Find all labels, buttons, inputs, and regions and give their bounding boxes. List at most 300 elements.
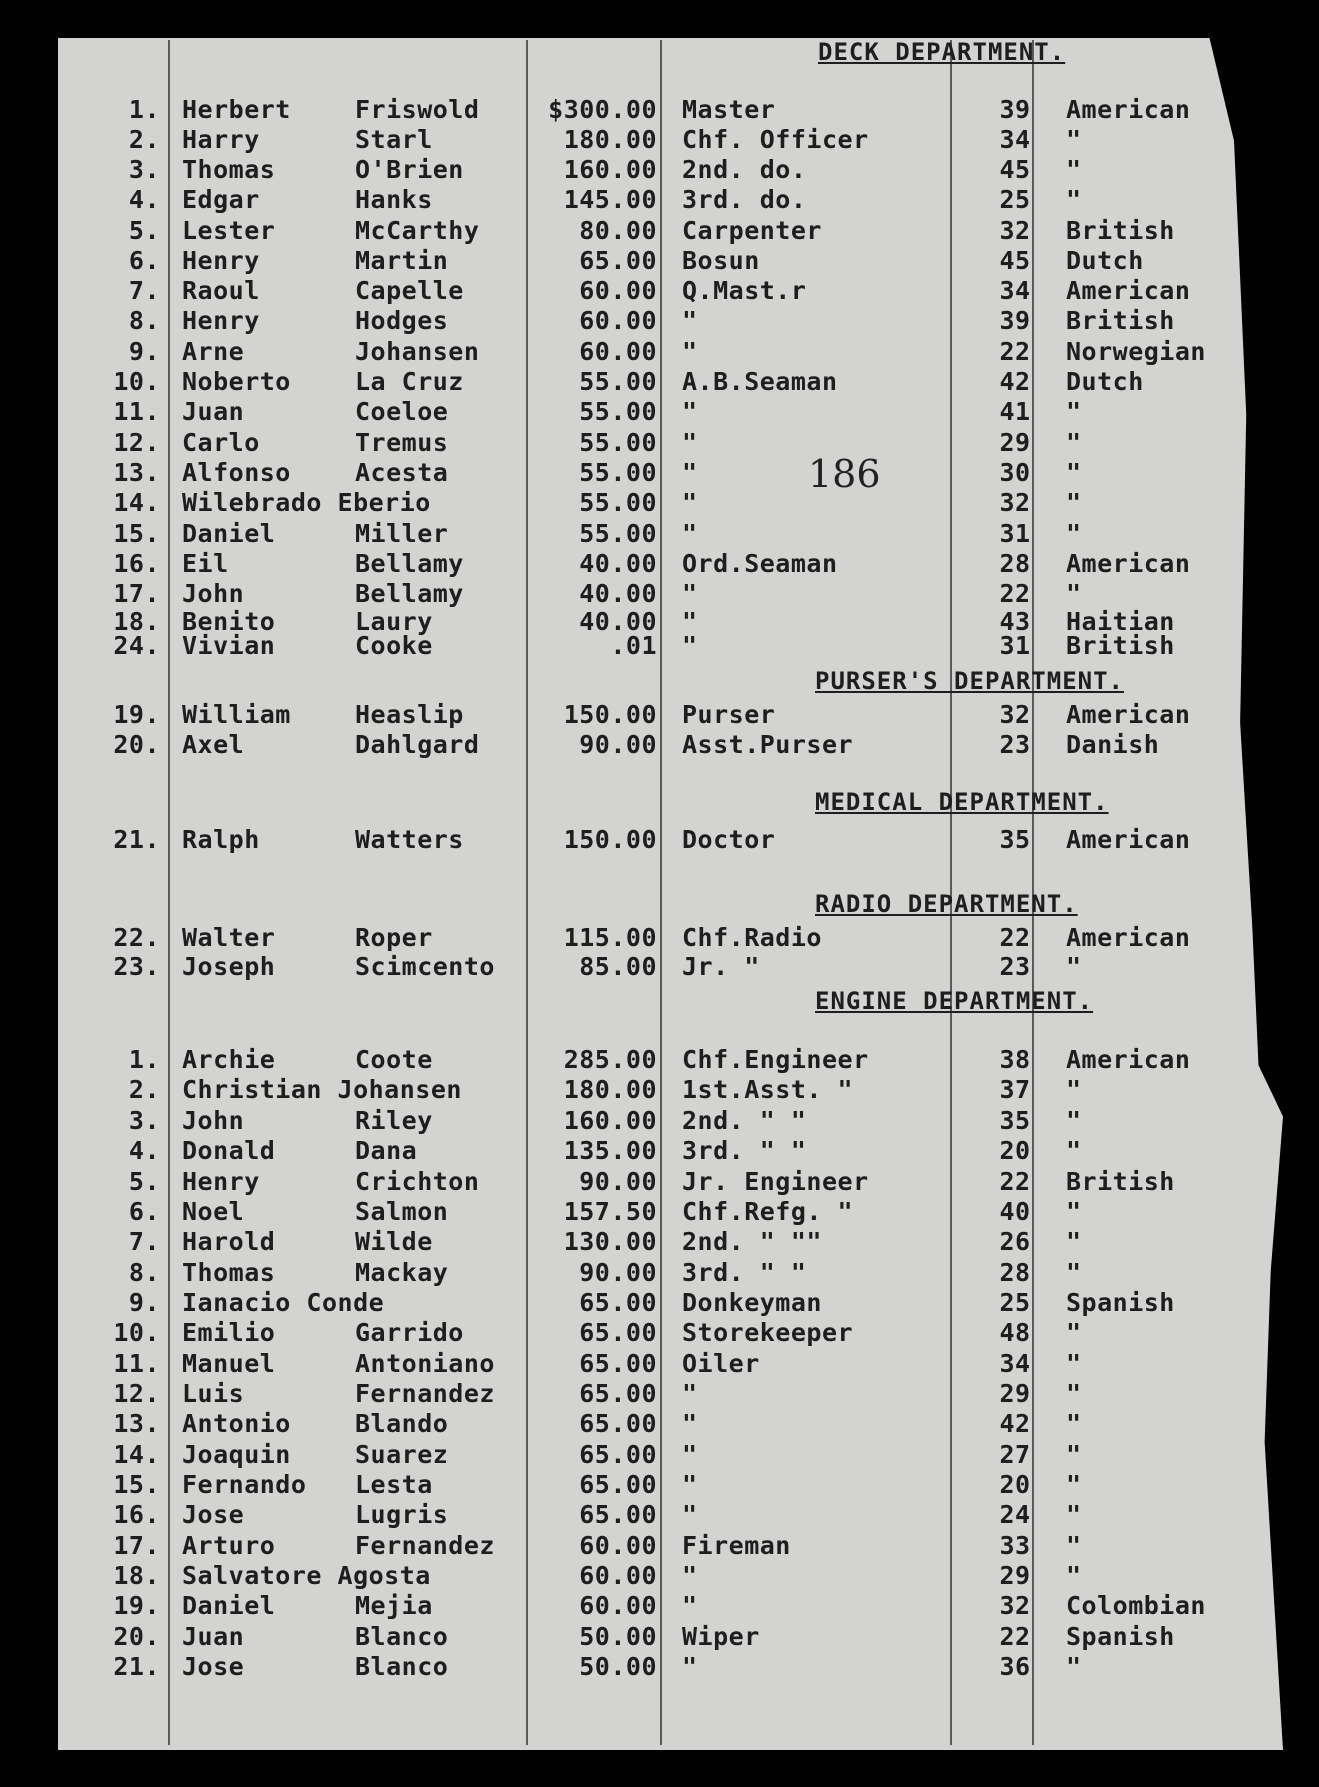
age: 40	[999, 1197, 1031, 1226]
rating: Chf.Engineer	[682, 1045, 869, 1074]
crew-row	[0, 1258, 1319, 1288]
rating: "	[682, 337, 698, 366]
rating: Wiper	[682, 1622, 760, 1651]
age: 30	[999, 458, 1031, 487]
monthly-wage: 65.00	[579, 1349, 657, 1378]
first-name: Ianacio Conde	[182, 1288, 385, 1317]
nationality: "	[1066, 579, 1082, 608]
crew-row	[0, 367, 1319, 397]
crew-row	[0, 428, 1319, 458]
nationality: Spanish	[1066, 1288, 1175, 1317]
rating: "	[682, 1561, 698, 1590]
nationality: Danish	[1066, 730, 1160, 759]
crew-row	[0, 246, 1319, 276]
age: 43	[999, 607, 1031, 636]
age: 48	[999, 1318, 1031, 1347]
monthly-wage: 55.00	[579, 428, 657, 457]
first-name: William	[182, 700, 291, 729]
first-name: Christian Johansen	[182, 1075, 462, 1104]
rating: "	[682, 428, 698, 457]
age: 29	[999, 1561, 1031, 1590]
last-name: Fernandez	[355, 1379, 495, 1408]
crew-row	[0, 1288, 1319, 1318]
age: 35	[999, 1106, 1031, 1135]
last-name: Starl	[355, 125, 433, 154]
first-name: Manuel	[182, 1349, 276, 1378]
crew-number: 13.	[113, 458, 160, 487]
first-name: Fernando	[182, 1470, 307, 1499]
nationality: "	[1066, 155, 1082, 184]
rating: 3rd. do.	[682, 185, 807, 214]
crew-row	[0, 155, 1319, 185]
rating: "	[682, 1440, 698, 1469]
age: 29	[999, 1379, 1031, 1408]
first-name: Henry	[182, 1167, 260, 1196]
rating: 2nd. " "	[682, 1106, 807, 1135]
monthly-wage: 160.00	[563, 1106, 657, 1135]
rating: Purser	[682, 700, 776, 729]
crew-row	[0, 730, 1319, 760]
department-heading	[0, 37, 1319, 67]
last-name: McCarthy	[355, 216, 480, 245]
monthly-wage: 60.00	[579, 1531, 657, 1560]
monthly-wage: 40.00	[579, 607, 657, 636]
crew-number: 16.	[113, 1500, 160, 1529]
age: 45	[999, 246, 1031, 275]
nationality: "	[1066, 1561, 1082, 1590]
monthly-wage: 130.00	[563, 1227, 657, 1256]
crew-number: 19.	[113, 1591, 160, 1620]
department-heading	[0, 787, 1319, 817]
nationality: "	[1066, 397, 1082, 426]
age: 32	[999, 1591, 1031, 1620]
first-name: Vivian	[182, 631, 276, 660]
first-name: Salvatore Agosta	[182, 1561, 431, 1590]
crew-row	[0, 306, 1319, 336]
crew-number: 4.	[128, 1136, 160, 1165]
crew-row	[0, 825, 1319, 855]
crew-number: 20.	[113, 1622, 160, 1651]
age: 34	[999, 125, 1031, 154]
rating: "	[682, 607, 698, 636]
last-name: Coote	[355, 1045, 433, 1074]
rating: "	[682, 1409, 698, 1438]
crew-number: 1.	[128, 95, 160, 124]
crew-row	[0, 952, 1319, 982]
nationality: "	[1066, 1197, 1082, 1226]
age: 25	[999, 185, 1031, 214]
first-name: Jose	[182, 1500, 245, 1529]
first-name: Carlo	[182, 428, 260, 457]
first-name: Lester	[182, 216, 276, 245]
crew-number: 8.	[128, 306, 160, 335]
age: 20	[999, 1136, 1031, 1165]
crew-number: 18.	[113, 1561, 160, 1590]
nationality: Haitian	[1066, 607, 1175, 636]
nationality: British	[1066, 306, 1175, 335]
first-name: Juan	[182, 1622, 245, 1651]
nationality: British	[1066, 1167, 1175, 1196]
age: 20	[999, 1470, 1031, 1499]
rating: Ord.Seaman	[682, 549, 838, 578]
crew-row	[0, 216, 1319, 246]
nationality: British	[1066, 216, 1175, 245]
rating: 2nd. do.	[682, 155, 807, 184]
crew-number: 11.	[113, 397, 160, 426]
monthly-wage: 50.00	[579, 1652, 657, 1681]
last-name: Riley	[355, 1106, 433, 1135]
first-name: Daniel	[182, 1591, 276, 1620]
monthly-wage: 60.00	[579, 306, 657, 335]
first-name: Joaquin	[182, 1440, 291, 1469]
age: 29	[999, 428, 1031, 457]
nationality: "	[1066, 952, 1082, 981]
rating: 1st.Asst. "	[682, 1075, 854, 1104]
last-name: Blanco	[355, 1622, 449, 1651]
first-name: Archie	[182, 1045, 276, 1074]
age: 42	[999, 367, 1031, 396]
crew-row	[0, 125, 1319, 155]
age: 32	[999, 700, 1031, 729]
last-name: Wilde	[355, 1227, 433, 1256]
monthly-wage: 55.00	[579, 519, 657, 548]
monthly-wage: 135.00	[563, 1136, 657, 1165]
rating: "	[682, 1470, 698, 1499]
monthly-wage: .01	[610, 631, 657, 660]
department-title: DECK DEPARTMENT.	[818, 38, 1066, 66]
crew-row	[0, 397, 1319, 427]
crew-row	[0, 276, 1319, 306]
first-name: Henry	[182, 306, 260, 335]
first-name: Harold	[182, 1227, 276, 1256]
age: 32	[999, 488, 1031, 517]
monthly-wage: 40.00	[579, 579, 657, 608]
rating: Jr. Engineer	[682, 1167, 869, 1196]
last-name: Bellamy	[355, 579, 464, 608]
crew-row	[0, 1622, 1319, 1652]
rating: "	[682, 631, 698, 660]
age: 42	[999, 1409, 1031, 1438]
crew-number: 18.	[113, 607, 160, 636]
monthly-wage: 55.00	[579, 367, 657, 396]
monthly-wage: 60.00	[579, 337, 657, 366]
age: 38	[999, 1045, 1031, 1074]
nationality: Dutch	[1066, 367, 1144, 396]
first-name: Joseph	[182, 952, 276, 981]
last-name: Lesta	[355, 1470, 433, 1499]
age: 39	[999, 306, 1031, 335]
nationality: "	[1066, 1652, 1082, 1681]
last-name: Miller	[355, 519, 449, 548]
last-name: Dahlgard	[355, 730, 480, 759]
rating: Master	[682, 95, 776, 124]
crew-number: 21.	[113, 825, 160, 854]
nationality: Norwegian	[1066, 337, 1206, 366]
monthly-wage: 65.00	[579, 1288, 657, 1317]
nationality: "	[1066, 1379, 1082, 1408]
nationality: "	[1066, 1531, 1082, 1560]
first-name: Arturo	[182, 1531, 276, 1560]
last-name: Fernandez	[355, 1531, 495, 1560]
nationality: "	[1066, 1440, 1082, 1469]
first-name: Wilebrado Eberio	[182, 488, 431, 517]
age: 22	[999, 1622, 1031, 1651]
rating: "	[682, 579, 698, 608]
crew-row	[0, 519, 1319, 549]
last-name: Blando	[355, 1409, 449, 1438]
first-name: Raoul	[182, 276, 260, 305]
rating: Chf.Radio	[682, 923, 822, 952]
age: 45	[999, 155, 1031, 184]
rating: "	[682, 306, 698, 335]
first-name: Luis	[182, 1379, 245, 1408]
age: 23	[999, 952, 1031, 981]
nationality: "	[1066, 1075, 1082, 1104]
last-name: Garrido	[355, 1318, 464, 1347]
last-name: La Cruz	[355, 367, 464, 396]
crew-number: 7.	[128, 1227, 160, 1256]
crew-number: 10.	[113, 1318, 160, 1347]
age: 39	[999, 95, 1031, 124]
nationality: "	[1066, 185, 1082, 214]
age: 35	[999, 825, 1031, 854]
age: 27	[999, 1440, 1031, 1469]
rating: Storekeeper	[682, 1318, 854, 1347]
nationality: "	[1066, 1136, 1082, 1165]
first-name: Antonio	[182, 1409, 291, 1438]
monthly-wage: 180.00	[563, 1075, 657, 1104]
last-name: Heaslip	[355, 700, 464, 729]
rating: "	[682, 1652, 698, 1681]
department-title: MEDICAL DEPARTMENT.	[815, 788, 1109, 816]
first-name: Noel	[182, 1197, 245, 1226]
age: 41	[999, 397, 1031, 426]
crew-row	[0, 1470, 1319, 1500]
last-name: Mejia	[355, 1591, 433, 1620]
nationality: Dutch	[1066, 246, 1144, 275]
crew-row	[0, 700, 1319, 730]
last-name: Scimcento	[355, 952, 495, 981]
first-name: Henry	[182, 246, 260, 275]
crew-number: 3.	[128, 1106, 160, 1135]
nationality: American	[1066, 700, 1191, 729]
crew-row	[0, 337, 1319, 367]
age: 22	[999, 923, 1031, 952]
rating: 3rd. " "	[682, 1258, 807, 1287]
age: 22	[999, 337, 1031, 366]
nationality: American	[1066, 825, 1191, 854]
crew-number: 23.	[113, 952, 160, 981]
monthly-wage: 60.00	[579, 1561, 657, 1590]
nationality: Colombian	[1066, 1591, 1206, 1620]
monthly-wage: 40.00	[579, 549, 657, 578]
age: 23	[999, 730, 1031, 759]
age: 26	[999, 1227, 1031, 1256]
rating: "	[682, 458, 698, 487]
crew-row	[0, 1531, 1319, 1561]
monthly-wage: 55.00	[579, 397, 657, 426]
first-name: Ralph	[182, 825, 260, 854]
crew-row	[0, 1197, 1319, 1227]
crew-row	[0, 1106, 1319, 1136]
rating: Q.Mast.r	[682, 276, 807, 305]
nationality: Spanish	[1066, 1622, 1175, 1651]
last-name: Laury	[355, 607, 433, 636]
crew-row	[0, 1409, 1319, 1439]
rating: Bosun	[682, 246, 760, 275]
nationality: "	[1066, 1318, 1082, 1347]
nationality: "	[1066, 1106, 1082, 1135]
crew-number: 19.	[113, 700, 160, 729]
last-name: Crichton	[355, 1167, 480, 1196]
crew-number: 21.	[113, 1652, 160, 1681]
department-title: ENGINE DEPARTMENT.	[815, 987, 1094, 1015]
monthly-wage: 160.00	[563, 155, 657, 184]
department-heading	[0, 889, 1319, 919]
monthly-wage: 65.00	[579, 1409, 657, 1438]
rating: Fireman	[682, 1531, 791, 1560]
crew-number: 5.	[128, 1167, 160, 1196]
last-name: Tremus	[355, 428, 449, 457]
last-name: Johansen	[355, 337, 480, 366]
page-number-stamp: 186	[808, 452, 881, 496]
first-name: Donald	[182, 1136, 276, 1165]
nationality: "	[1066, 1409, 1082, 1438]
monthly-wage: 157.50	[563, 1197, 657, 1226]
crew-row	[0, 1379, 1319, 1409]
department-heading	[0, 666, 1319, 696]
monthly-wage: 150.00	[563, 825, 657, 854]
crew-number: 2.	[128, 1075, 160, 1104]
nationality: American	[1066, 95, 1191, 124]
crew-number: 20.	[113, 730, 160, 759]
crew-row	[0, 579, 1319, 609]
last-name: Suarez	[355, 1440, 449, 1469]
crew-row	[0, 1500, 1319, 1530]
nationality: "	[1066, 1227, 1082, 1256]
department-title: PURSER'S DEPARTMENT.	[815, 667, 1124, 695]
crew-number: 11.	[113, 1349, 160, 1378]
last-name: Cooke	[355, 631, 433, 660]
first-name: Walter	[182, 923, 276, 952]
crew-number: 15.	[113, 519, 160, 548]
crew-number: 4.	[128, 185, 160, 214]
crew-number: 14.	[113, 488, 160, 517]
last-name: Coeloe	[355, 397, 449, 426]
age: 31	[999, 519, 1031, 548]
first-name: Noberto	[182, 367, 291, 396]
age: 25	[999, 1288, 1031, 1317]
first-name: Harry	[182, 125, 260, 154]
first-name: John	[182, 1106, 245, 1135]
first-name: Daniel	[182, 519, 276, 548]
age: 24	[999, 1500, 1031, 1529]
crew-number: 16.	[113, 549, 160, 578]
crew-number: 13.	[113, 1409, 160, 1438]
rating: Chf. Officer	[682, 125, 869, 154]
first-name: Thomas	[182, 155, 276, 184]
last-name: Bellamy	[355, 549, 464, 578]
monthly-wage: 50.00	[579, 1622, 657, 1651]
rating: "	[682, 1500, 698, 1529]
nationality: "	[1066, 519, 1082, 548]
first-name: Emilio	[182, 1318, 276, 1347]
rating: Asst.Purser	[682, 730, 854, 759]
age: 34	[999, 276, 1031, 305]
monthly-wage: 65.00	[579, 1500, 657, 1529]
monthly-wage: 60.00	[579, 276, 657, 305]
first-name: Eil	[182, 549, 229, 578]
first-name: John	[182, 579, 245, 608]
rating: Donkeyman	[682, 1288, 822, 1317]
crew-row	[0, 923, 1319, 953]
crew-row	[0, 1167, 1319, 1197]
monthly-wage: 80.00	[579, 216, 657, 245]
monthly-wage: 65.00	[579, 1440, 657, 1469]
crew-row	[0, 488, 1319, 518]
nationality: "	[1066, 125, 1082, 154]
first-name: Juan	[182, 397, 245, 426]
crew-number: 15.	[113, 1470, 160, 1499]
age: 22	[999, 1167, 1031, 1196]
last-name: Hodges	[355, 306, 449, 335]
rating: 3rd. " "	[682, 1136, 807, 1165]
nationality: American	[1066, 923, 1191, 952]
crew-number: 3.	[128, 155, 160, 184]
first-name: Thomas	[182, 1258, 276, 1287]
last-name: Friswold	[355, 95, 480, 124]
age: 34	[999, 1349, 1031, 1378]
monthly-wage: 90.00	[579, 1167, 657, 1196]
age: 28	[999, 1258, 1031, 1287]
crew-row	[0, 1318, 1319, 1348]
nationality: British	[1066, 631, 1175, 660]
last-name: O'Brien	[355, 155, 464, 184]
crew-number: 6.	[128, 246, 160, 275]
first-name: Jose	[182, 1652, 245, 1681]
monthly-wage: 90.00	[579, 730, 657, 759]
rating: Carpenter	[682, 216, 822, 245]
crew-number: 5.	[128, 216, 160, 245]
nationality: American	[1066, 276, 1191, 305]
nationality: American	[1066, 549, 1191, 578]
crew-number: 2.	[128, 125, 160, 154]
crew-number: 1.	[128, 1045, 160, 1074]
last-name: Blanco	[355, 1652, 449, 1681]
monthly-wage: $300.00	[548, 95, 657, 124]
last-name: Roper	[355, 923, 433, 952]
monthly-wage: 65.00	[579, 1470, 657, 1499]
monthly-wage: 55.00	[579, 488, 657, 517]
nationality: "	[1066, 1500, 1082, 1529]
nationality: American	[1066, 1045, 1191, 1074]
crew-row	[0, 1075, 1319, 1105]
crew-row	[0, 1440, 1319, 1470]
monthly-wage: 115.00	[563, 923, 657, 952]
rating: Jr. "	[682, 952, 760, 981]
monthly-wage: 65.00	[579, 1379, 657, 1408]
nationality: "	[1066, 1258, 1082, 1287]
monthly-wage: 145.00	[563, 185, 657, 214]
first-name: Alfonso	[182, 458, 291, 487]
crew-number: 14.	[113, 1440, 160, 1469]
rating: Oiler	[682, 1349, 760, 1378]
crew-number: 10.	[113, 367, 160, 396]
monthly-wage: 65.00	[579, 246, 657, 275]
crew-number: 6.	[128, 1197, 160, 1226]
crew-row	[0, 185, 1319, 215]
rating: 2nd. " ""	[682, 1227, 822, 1256]
